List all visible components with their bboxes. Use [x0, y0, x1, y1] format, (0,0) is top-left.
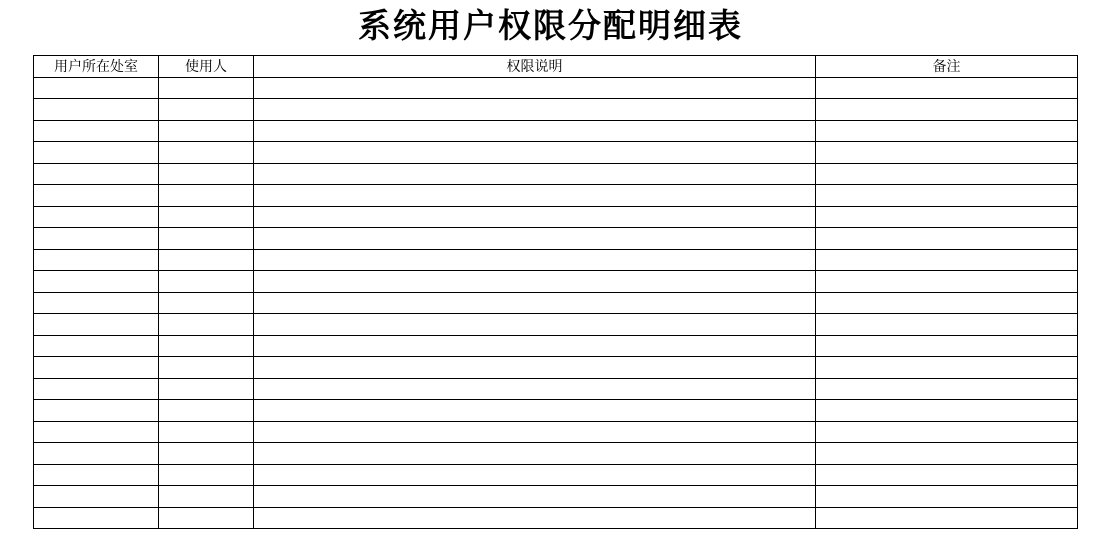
empty-cell — [159, 507, 254, 529]
table-row — [34, 486, 1078, 508]
col-header-remarks: 备注 — [816, 56, 1078, 78]
empty-cell — [34, 464, 159, 486]
empty-cell — [254, 421, 816, 443]
col-header-user: 使用人 — [159, 56, 254, 78]
empty-cell — [254, 400, 816, 422]
table-row — [34, 249, 1078, 271]
empty-cell — [816, 120, 1078, 142]
empty-cell — [816, 357, 1078, 379]
empty-cell — [816, 249, 1078, 271]
table-row — [34, 206, 1078, 228]
empty-cell — [159, 163, 254, 185]
empty-cell — [816, 421, 1078, 443]
empty-cell — [159, 464, 254, 486]
empty-cell — [816, 271, 1078, 293]
header-row — [34, 56, 1078, 78]
empty-cell — [34, 357, 159, 379]
empty-cell — [159, 77, 254, 99]
empty-cell — [816, 77, 1078, 99]
empty-cell — [34, 120, 159, 142]
empty-cell — [159, 271, 254, 293]
empty-cell — [159, 206, 254, 228]
col-header-permission-description: 权限说明 — [254, 56, 816, 78]
empty-cell — [254, 271, 816, 293]
permissions-table — [33, 55, 1078, 529]
empty-cell — [816, 99, 1078, 121]
empty-cell — [34, 507, 159, 529]
empty-cell — [816, 228, 1078, 250]
table-row — [34, 421, 1078, 443]
empty-cell — [816, 185, 1078, 207]
empty-cell — [159, 357, 254, 379]
page-title: 系统用户权限分配明细表 — [358, 9, 743, 45]
empty-cell — [254, 292, 816, 314]
empty-cell — [34, 206, 159, 228]
empty-cell — [254, 464, 816, 486]
empty-cell — [816, 142, 1078, 164]
empty-cell — [159, 292, 254, 314]
empty-cell — [159, 142, 254, 164]
empty-cell — [34, 77, 159, 99]
table-row — [34, 77, 1078, 99]
table-row — [34, 120, 1078, 142]
empty-cell — [34, 335, 159, 357]
table-row — [34, 357, 1078, 379]
empty-cell — [34, 163, 159, 185]
table-row — [34, 163, 1078, 185]
empty-cell — [254, 486, 816, 508]
empty-cell — [816, 443, 1078, 465]
empty-cell — [34, 400, 159, 422]
empty-cell — [816, 292, 1078, 314]
empty-cell — [34, 271, 159, 293]
empty-cell — [816, 335, 1078, 357]
empty-cell — [34, 228, 159, 250]
table-row — [34, 271, 1078, 293]
table-row — [34, 228, 1078, 250]
table-row — [34, 99, 1078, 121]
empty-cell — [34, 486, 159, 508]
empty-cell — [159, 335, 254, 357]
empty-cell — [254, 357, 816, 379]
empty-cell — [816, 163, 1078, 185]
empty-cell — [159, 378, 254, 400]
empty-cell — [254, 378, 816, 400]
empty-cell — [816, 400, 1078, 422]
empty-cell — [34, 314, 159, 336]
table-row — [34, 185, 1078, 207]
empty-cell — [159, 99, 254, 121]
empty-cell — [254, 335, 816, 357]
table-body — [34, 77, 1078, 529]
empty-cell — [159, 314, 254, 336]
table-row — [34, 292, 1078, 314]
table-row — [34, 314, 1078, 336]
empty-cell — [254, 507, 816, 529]
empty-cell — [34, 443, 159, 465]
empty-cell — [34, 292, 159, 314]
empty-cell — [159, 185, 254, 207]
empty-cell — [816, 314, 1078, 336]
empty-cell — [34, 421, 159, 443]
empty-cell — [159, 421, 254, 443]
empty-cell — [816, 486, 1078, 508]
empty-cell — [816, 464, 1078, 486]
empty-cell — [159, 249, 254, 271]
empty-cell — [254, 99, 816, 121]
empty-cell — [254, 206, 816, 228]
empty-cell — [254, 228, 816, 250]
table-row — [34, 378, 1078, 400]
table-row — [34, 400, 1078, 422]
empty-cell — [816, 206, 1078, 228]
empty-cell — [159, 120, 254, 142]
empty-cell — [34, 99, 159, 121]
table-row — [34, 142, 1078, 164]
empty-cell — [34, 249, 159, 271]
empty-cell — [254, 142, 816, 164]
empty-cell — [816, 507, 1078, 529]
empty-cell — [159, 443, 254, 465]
col-header-department: 用户所在处室 — [34, 56, 159, 78]
empty-cell — [159, 400, 254, 422]
empty-cell — [159, 228, 254, 250]
table-row — [34, 443, 1078, 465]
empty-cell — [34, 378, 159, 400]
table-row — [34, 507, 1078, 529]
empty-cell — [159, 486, 254, 508]
table-row — [34, 464, 1078, 486]
empty-cell — [254, 185, 816, 207]
empty-cell — [816, 378, 1078, 400]
empty-cell — [254, 443, 816, 465]
empty-cell — [254, 120, 816, 142]
empty-cell — [254, 249, 816, 271]
empty-cell — [34, 142, 159, 164]
empty-cell — [254, 163, 816, 185]
table-row — [34, 335, 1078, 357]
empty-cell — [254, 314, 816, 336]
empty-cell — [34, 185, 159, 207]
empty-cell — [254, 77, 816, 99]
